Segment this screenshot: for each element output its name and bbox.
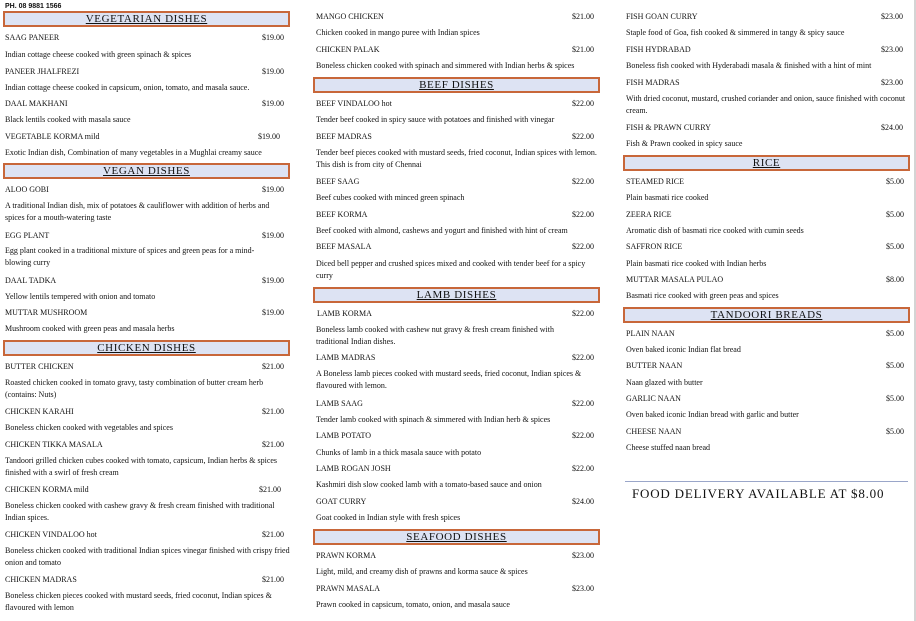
- menu-item-desc: Tandoori grilled chicken cubes cooked with tomato, capsicum, Indian herbs & spices finished with a swirl of fresh cream: [5, 456, 278, 477]
- menu-item-name: DAAL MAKHANI: [5, 99, 68, 108]
- menu-item-name: ZEERA RICE: [626, 210, 672, 219]
- menu-item-name: VEGETABLE KORMA mild: [5, 132, 100, 141]
- menu-item-name: BUTTER CHICKEN: [5, 362, 74, 371]
- menu-item-desc: Basmati rice cooked with green peas and spices: [626, 291, 779, 300]
- menu-item-price: $19.00: [262, 33, 284, 42]
- menu-item-name: PRAWN KORMA: [316, 551, 377, 560]
- menu-item-price: $8.00: [886, 275, 904, 284]
- menu-item-price: $5.00: [886, 177, 904, 186]
- menu-item-name: GARLIC NAAN: [626, 394, 681, 403]
- menu-item-desc: Naan glazed with butter: [626, 378, 703, 387]
- menu-item-desc: Kashmiri dish slow cooked lamb with a tomato-based sauce and onion: [316, 480, 542, 489]
- menu-item-desc: Black lentils cooked with masala sauce: [5, 115, 131, 124]
- menu-item-price: $23.00: [572, 551, 594, 560]
- menu-item-desc: Beef cooked with almond, cashews and yogurt and finished with hint of cream: [316, 226, 568, 235]
- menu-item-name: PANEER JHALFREZI: [5, 67, 80, 76]
- menu-item-desc: Boneless chicken cooked with traditional Indian spices vinegar finished with crispy fried onion and tomato: [5, 546, 290, 567]
- menu-item-price: $19.00: [262, 231, 284, 240]
- menu-item-desc: Oven baked iconic Indian flat bread: [626, 345, 741, 354]
- menu-item-desc: Oven baked iconic Indian bread with garlic and butter: [626, 410, 799, 419]
- menu-item-price: $21.00: [262, 575, 284, 584]
- menu-item-name: BEEF VINDALOO hot: [316, 99, 392, 108]
- menu-item-name: PRAWN MASALA: [316, 584, 381, 593]
- menu-item-name: ALOO GOBI: [5, 185, 49, 194]
- menu-item-price: $22.00: [572, 177, 594, 186]
- menu-item-price: $19.00: [262, 185, 284, 194]
- menu-item-name: LAMB SAAG: [316, 399, 363, 408]
- menu-item-desc: A traditional Indian dish, mix of potatoes & cauliflower with addition of herbs and spices for a mouth-watering taste: [5, 201, 270, 222]
- menu-item-desc: Boneless lamb cooked with cashew nut gravy & fresh cream finished with traditional Indian dishes.: [316, 325, 554, 346]
- menu-item-desc: Chicken cooked in mango puree with Indian spices: [316, 28, 480, 37]
- menu-item-desc: Exotic Indian dish, Combination of many vegetables in a Mughlai creamy sauce: [5, 148, 262, 157]
- menu-item-price: $19.00: [258, 132, 280, 141]
- menu-item-price: $19.00: [262, 67, 284, 76]
- heading-vegetarian: VEGETARIAN DISHES: [3, 11, 290, 27]
- menu-item-price: $24.00: [572, 497, 594, 506]
- menu-item-name: SAFFRON RICE: [626, 242, 683, 251]
- menu-item-desc: Indian cottage cheese cooked with green spinach & spices: [5, 50, 192, 59]
- menu-item-price: $21.00: [572, 12, 594, 21]
- menu-item-price: $19.00: [262, 308, 284, 317]
- menu-item-name: CHICKEN KORMA mild: [5, 485, 89, 494]
- menu-item-desc: Plain basmati rice cooked with Indian herbs: [626, 259, 767, 268]
- menu-item-desc: Yellow lentils tempered with onion and tomato: [5, 292, 156, 301]
- menu-item-desc: Goat cooked in Indian style with fresh spices: [316, 513, 461, 522]
- menu-item-name: FISH MADRAS: [626, 78, 680, 87]
- menu-item-price: $5.00: [886, 394, 904, 403]
- menu-item-price: $22.00: [572, 309, 594, 318]
- menu-item-name: FISH HYDRABAD: [626, 45, 691, 54]
- menu-item-desc: Cheese stuffed naan bread: [626, 443, 711, 452]
- menu-item-desc: Diced bell pepper and crushed spices mixed and cooked with tender beef for a spicy curry: [316, 259, 586, 280]
- menu-item-price: $21.00: [262, 530, 284, 539]
- menu-item-name: MANGO CHICKEN: [316, 12, 384, 21]
- menu-item-desc: Indian cottage cheese cooked in capsicum, onion, tomato, and masala sauce.: [5, 83, 250, 92]
- menu-item-name: FISH GOAN CURRY: [626, 12, 698, 21]
- menu-item-name: LAMB KORMA: [317, 309, 372, 318]
- menu-item-price: $5.00: [886, 361, 904, 370]
- menu-item-desc: Prawn cooked in capsicum, tomato, onion, and masala sauce: [316, 600, 510, 609]
- menu-item-price: $23.00: [572, 584, 594, 593]
- menu-item-price: $19.00: [262, 276, 284, 285]
- menu-item-desc: Tender lamb cooked with spinach & simmered with Indian herb & spices: [316, 415, 551, 424]
- menu-item-price: $21.00: [259, 485, 281, 494]
- menu-item-name: BEEF KORMA: [316, 210, 368, 219]
- menu-item-desc: Boneless fish cooked with Hyderabadi masala & finished with a hint of mint: [626, 61, 872, 70]
- heading-vegan: VEGAN DISHES: [3, 163, 290, 179]
- menu-item-name: BEEF SAAG: [316, 177, 360, 186]
- menu-item-desc: A Boneless lamb pieces cooked with mustard seeds, fried coconut, Indian spices & flavoured with lemon.: [316, 369, 582, 390]
- menu-item-price: $21.00: [262, 362, 284, 371]
- menu-item-desc: Tender beef pieces cooked with mustard seeds, fried coconut, Indian spices with lemon. This dish is from city of Chennai: [316, 148, 597, 169]
- menu-item-name: BUTTER NAAN: [626, 361, 683, 370]
- menu-item-name: LAMB POTATO: [316, 431, 371, 440]
- menu-item-desc: Beef cubes cooked with minced green spinach: [316, 193, 465, 202]
- menu-item-name: MUTTAR MASALA PULAO: [626, 275, 724, 284]
- menu-item-desc: Tender beef cooked in spicy sauce with potatoes and finished with vinegar: [316, 115, 555, 124]
- menu-item-desc: Mushroom cooked with green peas and masala herbs: [5, 324, 175, 333]
- menu-item-desc: Boneless chicken cooked with vegetables and spices: [5, 423, 173, 432]
- menu-item-price: $22.00: [572, 353, 594, 362]
- menu-item-name: CHICKEN VINDALOO hot: [5, 530, 97, 539]
- menu-item-price: $5.00: [886, 427, 904, 436]
- menu-item-price: $23.00: [881, 78, 903, 87]
- menu-item-name: GOAT CURRY: [316, 497, 367, 506]
- menu-item-name: CHEESE NAAN: [626, 427, 682, 436]
- menu-item-desc: Boneless chicken cooked with spinach and simmered with Indian herbs & spices: [316, 61, 575, 70]
- menu-item-price: $21.00: [572, 45, 594, 54]
- menu-item-desc: Aromatic dish of basmati rice cooked with cumin seeds: [626, 226, 804, 235]
- menu-item-price: $5.00: [886, 242, 904, 251]
- menu-item-price: $19.00: [262, 99, 284, 108]
- menu-item-desc: Egg plant cooked in a traditional mixture of spices and green peas for a mind-blowing curry: [5, 246, 255, 267]
- menu-item-price: $21.00: [262, 407, 284, 416]
- menu-item-name: BEEF MADRAS: [316, 132, 372, 141]
- menu-item-name: PLAIN NAAN: [626, 329, 675, 338]
- menu-item-price: $21.00: [262, 440, 284, 449]
- menu-item-name: FISH & PRAWN CURRY: [626, 123, 711, 132]
- menu-item-desc: With dried coconut, mustard, crushed coriander and onion, sauce finished with coconut cream.: [626, 94, 906, 115]
- heading-chicken: CHICKEN DISHES: [3, 340, 290, 356]
- menu-item-name: LAMB MADRAS: [316, 353, 376, 362]
- menu-item-name: DAAL TADKA: [5, 276, 57, 285]
- footer-rule: [625, 481, 908, 482]
- menu-item-price: $23.00: [881, 12, 903, 21]
- menu-item-price: $22.00: [572, 242, 594, 251]
- menu-item-name: CHICKEN PALAK: [316, 45, 380, 54]
- menu-item-name: SAAG PANEER: [5, 33, 60, 42]
- phone-number: PH. 08 9881 1566: [5, 3, 62, 10]
- menu-item-name: STEAMED RICE: [626, 177, 684, 186]
- menu-item-desc: Light, mild, and creamy dish of prawns and korma sauce & spices: [316, 567, 528, 576]
- menu-item-price: $22.00: [572, 464, 594, 473]
- menu-item-desc: Boneless chicken pieces cooked with mustard seeds, fried coconut, Indian spices & flavoured with lemon: [5, 591, 272, 612]
- menu-item-name: EGG PLANT: [5, 231, 50, 240]
- menu-item-desc: Fish & Prawn cooked in spicy sauce: [626, 139, 743, 148]
- menu-item-price: $5.00: [886, 210, 904, 219]
- heading-seafood: SEAFOOD DISHES: [313, 529, 600, 545]
- menu-item-price: $22.00: [572, 399, 594, 408]
- menu-item-price: $22.00: [572, 431, 594, 440]
- menu-item-name: CHICKEN TIKKA MASALA: [5, 440, 103, 449]
- menu-item-desc: Plain basmati rice cooked: [626, 193, 709, 202]
- menu-item-name: LAMB ROGAN JOSH: [316, 464, 391, 473]
- menu-item-name: BEEF MASALA: [316, 242, 372, 251]
- menu-item-desc: Boneless chicken cooked with cashew gravy & fresh cream finished with traditional Indian spices.: [5, 501, 275, 522]
- menu-item-name: CHICKEN MADRAS: [5, 575, 77, 584]
- menu-item-desc: Roasted chicken cooked in tomato gravy, tasty combination of butter cream herb (contains: Nuts): [5, 378, 264, 399]
- menu-item-price: $24.00: [881, 123, 903, 132]
- menu-item-price: $23.00: [881, 45, 903, 54]
- menu-item-price: $22.00: [572, 132, 594, 141]
- menu-item-price: $5.00: [886, 329, 904, 338]
- heading-rice: RICE: [623, 155, 910, 171]
- menu-item-price: $22.00: [572, 210, 594, 219]
- heading-lamb: LAMB DISHES: [313, 287, 600, 303]
- delivery-notice: FOOD DELIVERY AVAILABLE AT $8.00: [632, 486, 885, 501]
- menu-item-desc: Chunks of lamb in a thick masala sauce with potato: [316, 448, 482, 457]
- heading-beef: BEEF DISHES: [313, 77, 600, 93]
- menu-item-name: CHICKEN KARAHI: [5, 407, 74, 416]
- menu-item-desc: Staple food of Goa, fish cooked & simmered in tangy & spicy sauce: [626, 28, 845, 37]
- menu-item-price: $22.00: [572, 99, 594, 108]
- menu-item-name: MUTTAR MUSHROOM: [5, 308, 88, 317]
- heading-breads: TANDOORI BREADS: [623, 307, 910, 323]
